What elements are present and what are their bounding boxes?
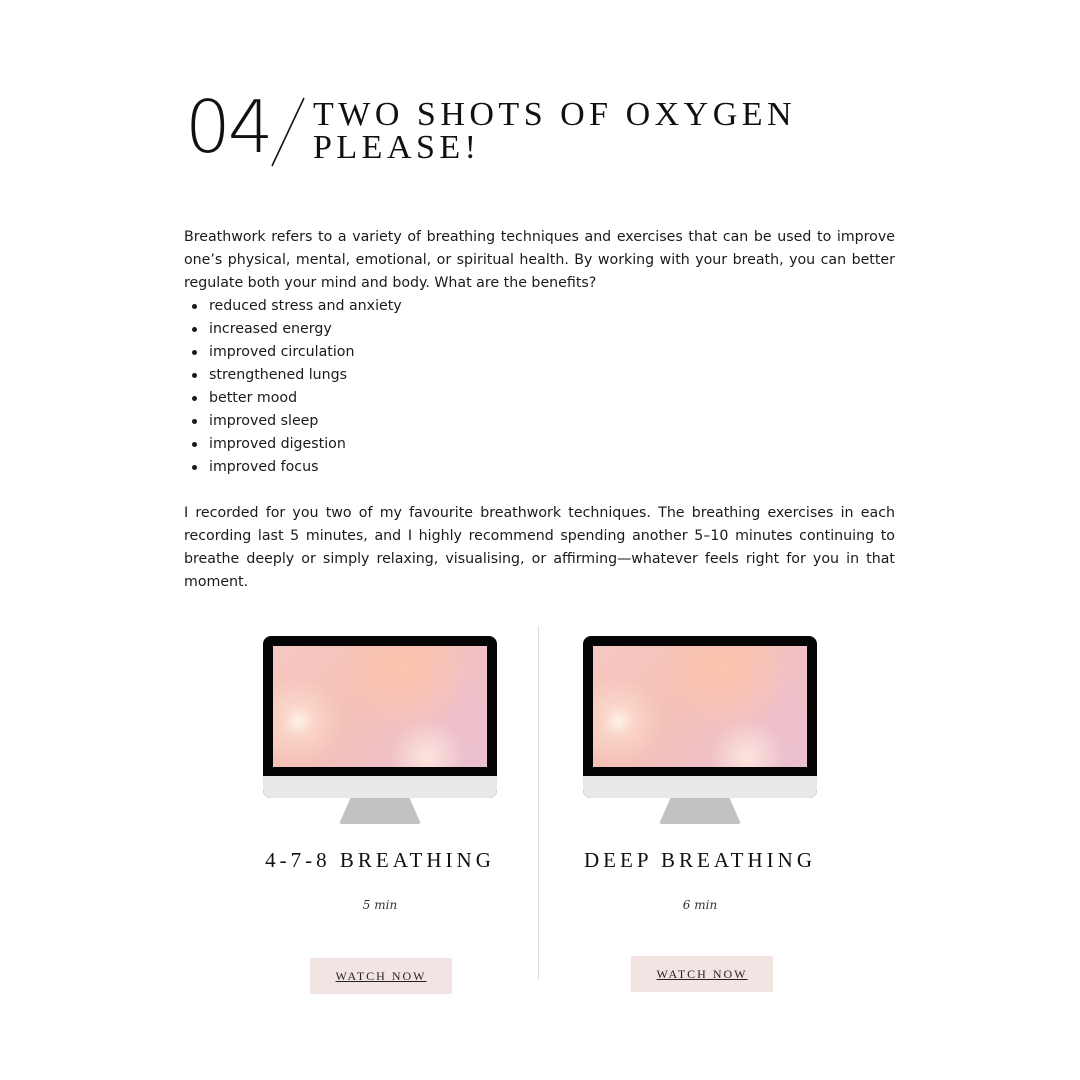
monitor-frame <box>263 636 497 798</box>
video-duration: 6 min <box>682 898 718 912</box>
page-title <box>313 98 913 164</box>
video-title: DEEP BREATHING <box>584 848 816 872</box>
benefit-item: better mood <box>184 387 895 410</box>
monitor-chin <box>583 776 817 798</box>
monitor-stand <box>659 798 741 824</box>
benefit-item: improved circulation <box>184 341 895 364</box>
video-thumbnail[interactable] <box>273 646 487 767</box>
page-header <box>185 85 905 178</box>
benefit-item: improved focus <box>184 456 895 479</box>
benefit-item: increased energy <box>184 318 895 341</box>
page-title-line1: TWO SHOTS OF OXYGEN <box>313 96 797 133</box>
benefits-list <box>184 295 895 479</box>
section-number: 04 <box>185 85 271 169</box>
watch-now-button[interactable]: WATCH NOW <box>310 958 452 994</box>
monitor-icon[interactable] <box>263 636 497 826</box>
vertical-divider <box>538 626 539 980</box>
benefit-item: strengthened lungs <box>184 364 895 387</box>
page-title-line2: PLEASE! <box>313 129 481 166</box>
video-title: 4-7-8 BREATHING <box>265 848 495 872</box>
monitor-icon[interactable] <box>583 636 817 826</box>
benefit-item: reduced stress and anxiety <box>184 295 895 318</box>
video-card-deep-breathing <box>550 636 850 996</box>
monitor-frame <box>583 636 817 798</box>
benefit-item: improved digestion <box>184 433 895 456</box>
intro-paragraph: Breathwork refers to a variety of breathing techniques and exercises that can be used to improve one’s physical, mental, emotional, or spiritual health. By working with your breath, you can better regulate both your mind and body. What are the benefits? <box>184 229 895 291</box>
monitor-chin <box>263 776 497 798</box>
watch-now-button[interactable]: WATCH NOW <box>631 956 773 992</box>
slash-divider-icon <box>268 96 308 168</box>
video-card-478-breathing <box>230 636 530 996</box>
monitor-stand <box>339 798 421 824</box>
video-thumbnail[interactable] <box>593 646 807 767</box>
benefit-item: improved sleep <box>184 410 895 433</box>
outro-paragraph: I recorded for you two of my favourite breathwork techniques. The breathing exercises in each recording last 5 minutes, and I highly recommend spending another 5–10 minutes continuing to breathe deeply or simply relaxing, visualising, or affirming—whatever feels right for you in that moment. <box>184 505 895 590</box>
video-duration: 5 min <box>362 898 398 912</box>
